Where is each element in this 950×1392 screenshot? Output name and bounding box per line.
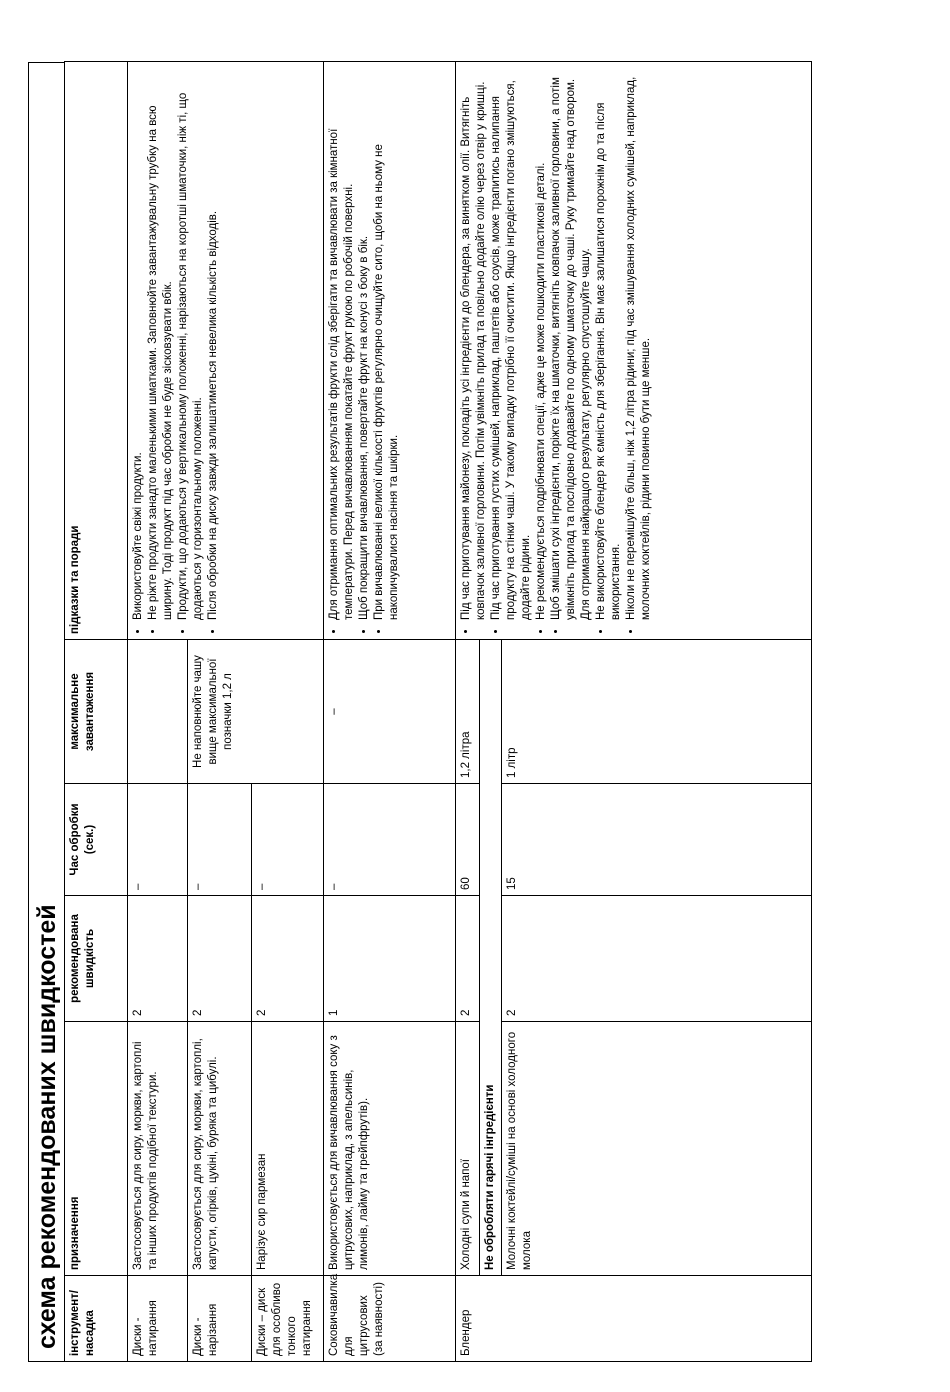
- speed-cell: 1: [324, 896, 456, 1022]
- table-row: [128, 62, 188, 1362]
- table-row: [456, 62, 480, 1362]
- max-cell: –: [324, 640, 456, 784]
- list-item: • Щоб покращити вичавлювання, повертайте фрукт на конусі з боку в бік.: [357, 67, 372, 620]
- header-row: [65, 62, 128, 1362]
- header-speed: рекомендована швидкість: [65, 896, 128, 1022]
- list-item: • Щоб змішати сухі інгредієнти, поріжте їх на шматочки, витягніть ковпачок заливної горловини, а потім увімкніть прилад та послідовно додавайте по одному шматочку до чаші. Руку тримайте над отвором. Для отримання найкращого результату, регулярно спустошуйте чашу.: [549, 67, 594, 620]
- purpose-cell: Застосовується для сиру, моркви, картоплі, капусти, огірків, цукіні, буряка та цибулі.: [188, 1022, 252, 1276]
- header-tool: інструмент/ насадка: [65, 1276, 128, 1362]
- rotated-page: [28, 62, 876, 1362]
- list-item: • Для отримання оптимальних результатів фрукти слід зберігати та вичавлювати за кімнатної температури. Перед вичавлюванням покатайте фрукт рукою по робочій поверхні.: [327, 67, 357, 620]
- list-item: • Використовуйте свіжі продукти.: [131, 67, 146, 620]
- time-cell: –: [324, 784, 456, 896]
- tool-cell: Диски - натирання: [128, 1276, 188, 1362]
- tips-cell: [456, 62, 812, 640]
- time-cell: 15: [502, 784, 812, 896]
- time-cell: –: [128, 784, 188, 896]
- purpose-cell: Використовується для вичавлювання соку з цитрусових, наприклад, з апельсинів, лимонів, лайму та грейпфрутів).: [324, 1022, 456, 1276]
- speed-cell: 2: [456, 896, 480, 1022]
- max-cell: 1 літр: [502, 640, 812, 784]
- purpose-cell: Застосовується для сиру, моркви, картоплі та інших продуктів подібної текстури.: [128, 1022, 188, 1276]
- purpose-cell: Нарізує сир пармезан: [252, 1022, 324, 1276]
- tool-cell: Соковичавилка для цитрусових (за наявності): [324, 1276, 456, 1362]
- list-item: • Під час приготування густих сумішей, наприклад, паштетів або соусів, може трапитись налипання продукту на стінки чаші. У такому випадку потрібно її очистити. Якщо інгредієнти погано змішуються, додайте рідини.: [489, 67, 534, 620]
- list-item: • Не ріжте продукти занадто маленькими шматками. Заповнюйте завантажувальну трубку на всю ширину. Тоді продукт під час обробки не буде зісковзувати вбік.: [146, 67, 176, 620]
- max-cell: [128, 640, 188, 784]
- page-title: схема рекомендованих швидкостей: [28, 62, 65, 1362]
- list-item: • При вичавлюванні великої кількості фруктів регулярно очищуйте сито, щоби на ньому не накопичувалися насіння та шкірки.: [372, 67, 402, 620]
- speed-cell: 2: [188, 896, 252, 1022]
- max-cell: 1,2 літра: [456, 640, 480, 784]
- list-item: • Під час приготування майонезу, покладіть усі інгредієнти до блендера, за винятком олії. Витягніть ковпачок заливної горловини. Потім увімкніть прилад та повільно додайте олію через отвір у кришці.: [459, 67, 489, 620]
- hot-ingredients-warning: Не обробляти гарячі інгредієнти: [480, 640, 502, 1276]
- time-cell: 60: [456, 784, 480, 896]
- tips-list: [131, 67, 221, 634]
- time-cell: –: [252, 784, 324, 896]
- tips-cell: [128, 62, 324, 640]
- speed-table: [64, 61, 812, 1362]
- header-purpose: призначення: [65, 1022, 128, 1276]
- tool-cell: Блендер: [456, 1276, 812, 1362]
- header-time: Час обробки (сек.): [65, 784, 128, 896]
- header-max: максимальне завантаження: [65, 640, 128, 784]
- list-item: • Не використовуйте блендер як ємність для зберігання. Він має залишатися порожнім до та після використання.: [594, 67, 624, 620]
- speed-cell: 2: [128, 896, 188, 1022]
- purpose-cell: Холодні супи й напої: [456, 1022, 480, 1276]
- max-cell: Не наповнюйте чашу вище максимальної позначки 1,2 л: [188, 640, 324, 784]
- tool-cell: Диски – диск для особливо тонкого натирання: [252, 1276, 324, 1362]
- tips-list: [459, 67, 654, 634]
- tips-cell: [324, 62, 456, 640]
- time-cell: –: [188, 784, 252, 896]
- tips-list: [327, 67, 402, 634]
- speed-cell: 2: [502, 896, 812, 1022]
- tool-cell: Диски - нарізання: [188, 1276, 252, 1362]
- list-item: • Не рекомендується подрібнювати спеції, адже це може пошкодити пластикові деталі.: [534, 67, 549, 620]
- purpose-cell: Молочні коктейлі/суміші на основі холодного молока: [502, 1022, 812, 1276]
- header-tips: підказки та поради: [65, 62, 128, 640]
- list-item: • Після обробки на диску завжди залишатиметься невелика кількість відходів.: [206, 67, 221, 620]
- list-item: • Ніколи не перемішуйте більш, ніж 1,2 літра рідини; під час змішування холодних сумішей, наприклад, молочних коктейлів, рідини повинно бути ще менше.: [624, 67, 654, 620]
- list-item: • Продукти, що додаються у вертикальному положенні, нарізаються на коротші шматочки, ніж ті, що додаються у горизонтальному положенні.: [176, 67, 206, 620]
- table-row: [324, 62, 456, 1362]
- speed-cell: 2: [252, 896, 324, 1022]
